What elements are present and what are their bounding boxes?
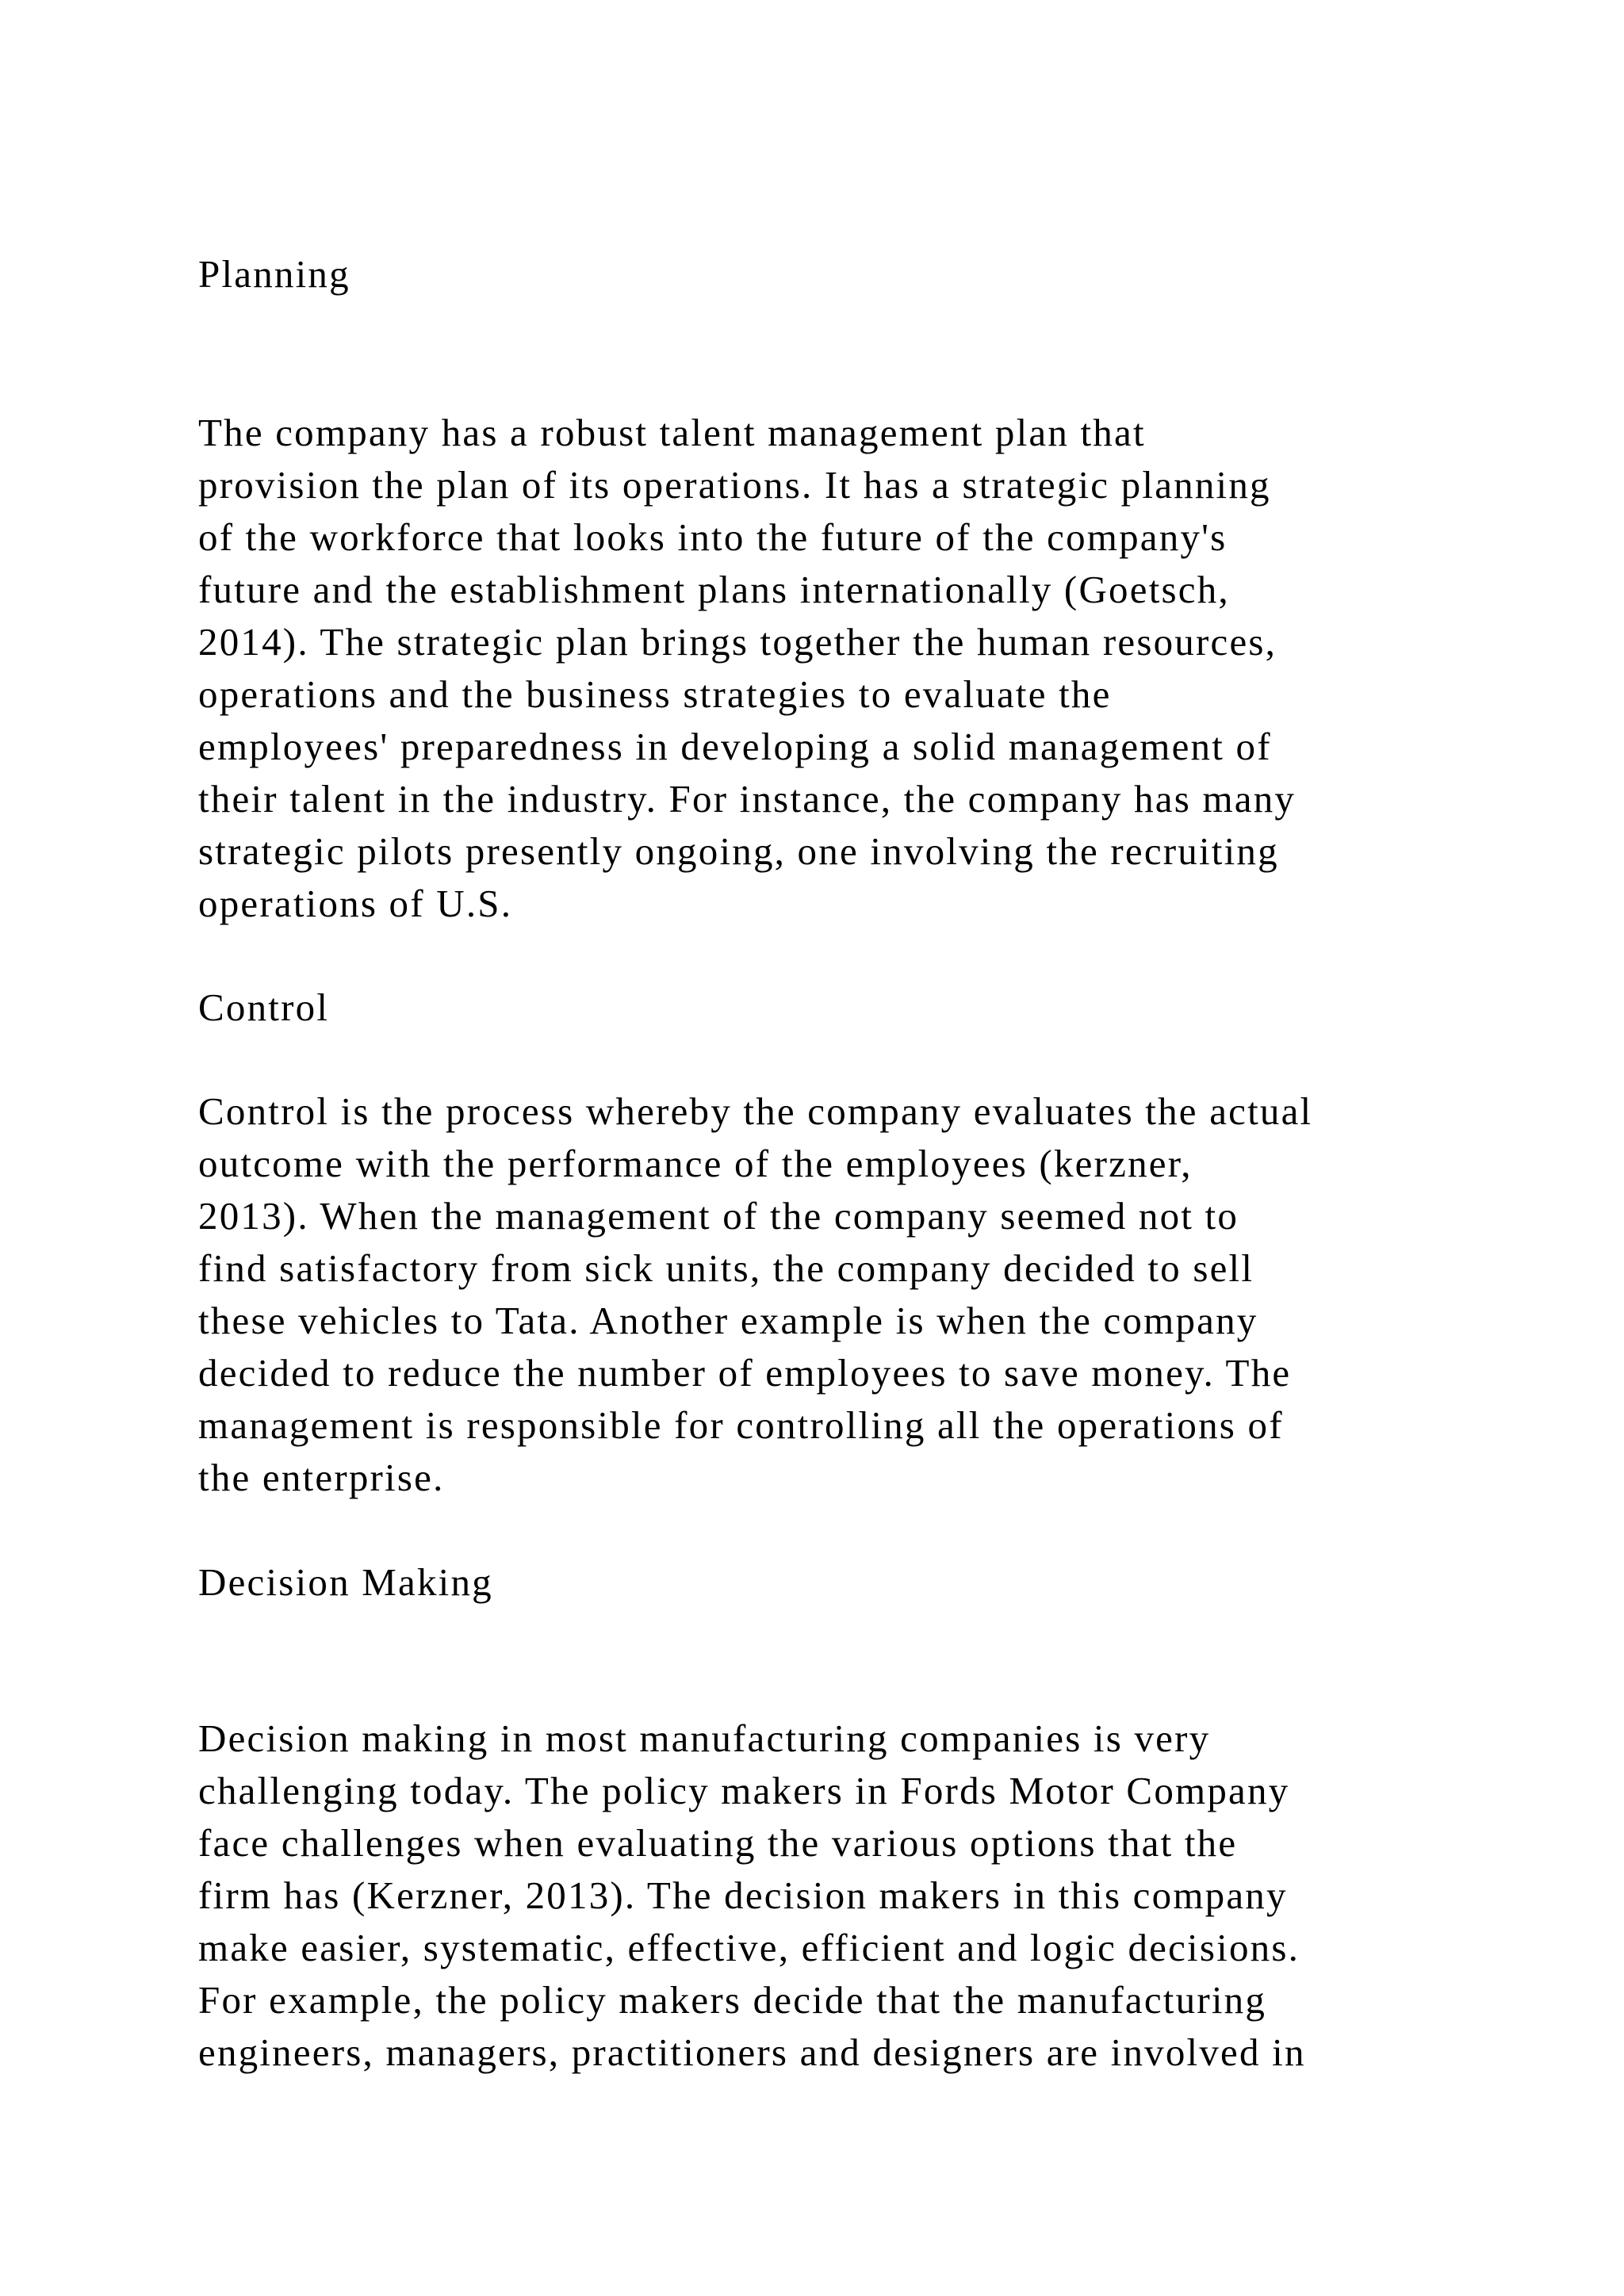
section-heading-control: Control: [198, 985, 330, 1029]
paragraph-line: engineers, managers, practitioners and designers are involved in: [198, 2030, 1306, 2074]
paragraph-line: future and the establishment plans internationally (Goetsch,: [198, 568, 1230, 611]
paragraph-line: challenging today. The policy makers in Fords Motor Company: [198, 1769, 1290, 1812]
paragraph-line: For example, the policy makers decide that the manufacturing: [198, 1978, 1267, 2022]
section-heading-planning: Planning: [198, 252, 350, 296]
paragraph-line: Control is the process whereby the company evaluates the actual: [198, 1089, 1313, 1133]
paragraph-line: The company has a robust talent management plan that: [198, 411, 1146, 454]
paragraph-line: Decision making in most manufacturing companies is very: [198, 1716, 1211, 1760]
paragraph-line: firm has (Kerzner, 2013). The decision makers in this company: [198, 1873, 1288, 1917]
paragraph-line: 2013). When the management of the company seemed not to: [198, 1194, 1239, 1238]
paragraph-line: 2014). The strategic plan brings together the human resources,: [198, 620, 1277, 664]
paragraph-line: of the workforce that looks into the future of the company's: [198, 515, 1228, 559]
paragraph-line: the enterprise.: [198, 1456, 445, 1499]
section-heading-decision-making: Decision Making: [198, 1560, 493, 1604]
paragraph-line: strategic pilots presently ongoing, one involving the recruiting: [198, 829, 1279, 873]
paragraph-line: management is responsible for controlling all the operations of: [198, 1403, 1284, 1447]
paragraph-line: operations of U.S.: [198, 882, 513, 925]
paragraph-line: find satisfactory from sick units, the company decided to sell: [198, 1246, 1254, 1290]
paragraph-line: their talent in the industry. For instance, the company has many: [198, 777, 1297, 821]
paragraph-line: make easier, systematic, effective, efficient and logic decisions.: [198, 1926, 1300, 1969]
paragraph-line: operations and the business strategies to evaluate the: [198, 672, 1112, 716]
paragraph-line: decided to reduce the number of employees to save money. The: [198, 1351, 1292, 1395]
paragraph-line: outcome with the performance of the employees (kerzner,: [198, 1142, 1193, 1185]
paragraph-line: employees' preparedness in developing a solid management of: [198, 725, 1272, 768]
paragraph-line: these vehicles to Tata. Another example is when the company: [198, 1299, 1258, 1342]
paragraph-line: face challenges when evaluating the various options that the: [198, 1821, 1238, 1865]
paragraph-line: provision the plan of its operations. It has a strategic planning: [198, 463, 1271, 507]
